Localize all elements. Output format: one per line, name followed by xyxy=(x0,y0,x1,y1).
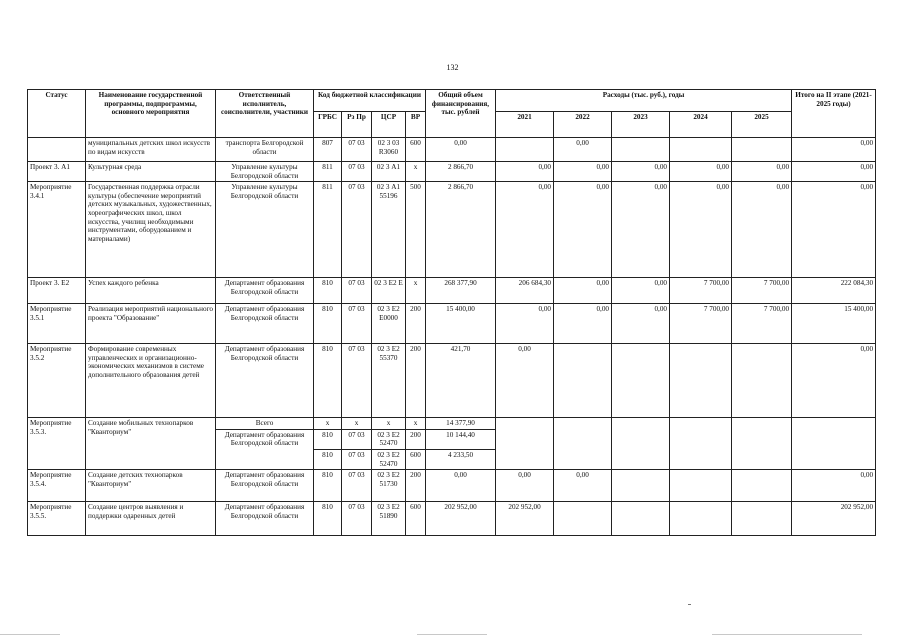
y2022-cell xyxy=(554,418,612,470)
grbs-cell: 807 xyxy=(314,138,342,162)
csr-cell: 02 3 А1 xyxy=(372,162,406,182)
rzpr-cell: 07 03 xyxy=(342,344,372,418)
budget-table xyxy=(27,89,876,536)
y2023-cell: 0,00 xyxy=(612,304,670,344)
total-cell: 0,00 xyxy=(426,138,496,162)
y2021-cell: 0,00 xyxy=(496,182,554,278)
y2023-cell xyxy=(612,138,670,162)
stage-total-cell: 0,00 xyxy=(792,344,876,418)
y2021-cell: 0,00 xyxy=(496,470,554,502)
y2022-cell: 0,00 xyxy=(554,138,612,162)
rzpr-cell: 07 03 xyxy=(342,449,372,469)
name-cell: Формирование современных управленческих и организационно-экономических механизмов в системе дополнительного образования детей xyxy=(86,344,216,418)
y2022-cell: 0,00 xyxy=(554,470,612,502)
y2023-cell: 0,00 xyxy=(612,162,670,182)
stage-total-cell: 0,00 xyxy=(792,138,876,162)
rzpr-cell: 07 03 xyxy=(342,138,372,162)
status-cell: Проект 3. А1 xyxy=(28,162,86,182)
y2022-cell: 0,00 xyxy=(554,162,612,182)
table-row xyxy=(28,278,876,304)
stage-total-cell: 0,00 xyxy=(792,182,876,278)
y2021-cell xyxy=(496,138,554,162)
total-cell: 2 866,70 xyxy=(426,182,496,278)
y2021-cell: 0,00 xyxy=(496,304,554,344)
scan-artifact-dot xyxy=(688,604,691,605)
header-2024: 2024 xyxy=(670,112,732,138)
name-cell: Государственная поддержка отрасли культуры (обеспечение мероприятий детских музыкальных, художественных, хореографических школ, школ искусства, училищ необходимыми инструментами, оборудованием и материалами) xyxy=(86,182,216,278)
y2021-cell: 202 952,00 xyxy=(496,502,554,536)
total-cell: 0,00 xyxy=(426,470,496,502)
rzpr-cell: 07 03 xyxy=(342,470,372,502)
csr-cell: 02 3 Е2 51890 xyxy=(372,502,406,536)
y2023-cell: 0,00 xyxy=(612,278,670,304)
scan-artifact-line xyxy=(417,634,487,635)
csr-cell: 02 3 Е2 Е0000 xyxy=(372,304,406,344)
grbs-cell: 810 xyxy=(314,278,342,304)
stage-total-cell: 202 952,00 xyxy=(792,502,876,536)
table-row xyxy=(28,344,876,418)
rzpr-cell: 07 03 xyxy=(342,278,372,304)
y2022-cell: 0,00 xyxy=(554,182,612,278)
y2023-cell: 0,00 xyxy=(612,182,670,278)
y2021-cell xyxy=(496,418,554,470)
y2025-cell: 7 700,00 xyxy=(732,304,792,344)
header-2023: 2023 xyxy=(612,112,670,138)
csr-cell: 02 3 Е2 51730 xyxy=(372,470,406,502)
total-cell: 2 866,70 xyxy=(426,162,496,182)
y2024-cell xyxy=(670,418,732,470)
stage-total-cell: 0,00 xyxy=(792,470,876,502)
status-cell: Мероприятие 3.5.2 xyxy=(28,344,86,418)
name-cell: Реализация мероприятий национального проекта "Образование" xyxy=(86,304,216,344)
csr-cell: 02 3 А1 55196 xyxy=(372,182,406,278)
responsible-cell: Департамент образования Белгородской области xyxy=(216,278,314,304)
vr-cell: х xyxy=(406,418,426,430)
y2023-cell xyxy=(612,470,670,502)
header-total: Общий объем финансирования, тыс. рублей xyxy=(426,90,496,138)
table-row xyxy=(28,182,876,278)
csr-cell: 02 3 Е2 52470 xyxy=(372,449,406,469)
name-cell: Создание центров выявления и поддержки одаренных детей xyxy=(86,502,216,536)
vr-cell: х xyxy=(406,278,426,304)
status-cell: Проект 3. Е2 xyxy=(28,278,86,304)
header-status: Статус xyxy=(28,90,86,138)
total-cell: 10 144,40 xyxy=(426,429,496,449)
grbs-cell: 810 xyxy=(314,502,342,536)
grbs-cell: 810 xyxy=(314,429,342,449)
name-cell: Успех каждого ребенка xyxy=(86,278,216,304)
header-rzpr: Рз Пр xyxy=(342,112,372,138)
page-number: 132 xyxy=(446,63,459,72)
grbs-cell: 811 xyxy=(314,182,342,278)
y2025-cell xyxy=(732,502,792,536)
header-responsible: Ответственный исполнитель, соисполнители, участники xyxy=(216,90,314,138)
y2022-cell: 0,00 xyxy=(554,278,612,304)
grbs-cell: х xyxy=(314,418,342,430)
stage-total-cell: 222 084,30 xyxy=(792,278,876,304)
total-cell: 15 400,00 xyxy=(426,304,496,344)
table-row xyxy=(28,304,876,344)
header-2022: 2022 xyxy=(554,112,612,138)
vr-cell: 500 xyxy=(406,182,426,278)
rzpr-cell: 07 03 xyxy=(342,502,372,536)
stage-total-cell xyxy=(792,418,876,470)
vr-cell: 600 xyxy=(406,449,426,469)
y2025-cell xyxy=(732,344,792,418)
y2023-cell xyxy=(612,502,670,536)
rzpr-cell: 07 03 xyxy=(342,304,372,344)
y2025-cell xyxy=(732,470,792,502)
responsible-cell: Управление культуры Белгородской области xyxy=(216,182,314,278)
header-csr: ЦСР xyxy=(372,112,406,138)
name-cell: Создание детских технопарков "Кванториум" xyxy=(86,470,216,502)
stage-total-cell: 15 400,00 xyxy=(792,304,876,344)
csr-cell: 02 3 Е2 55370 xyxy=(372,344,406,418)
responsible-cell: Департамент образования Белгородской области xyxy=(216,304,314,344)
vr-cell: 200 xyxy=(406,344,426,418)
status-cell: Мероприятие 3.5.4. xyxy=(28,470,86,502)
vr-cell: 600 xyxy=(406,138,426,162)
responsible-cell: Департамент образования Белгородской области xyxy=(216,470,314,502)
vr-cell: 600 xyxy=(406,502,426,536)
status-cell: Мероприятие 3.5.5. xyxy=(28,502,86,536)
y2024-cell: 0,00 xyxy=(670,162,732,182)
y2024-cell xyxy=(670,344,732,418)
header-2021: 2021 xyxy=(496,112,554,138)
name-cell: муниципальных детских школ искусств по видам искусств xyxy=(86,138,216,162)
y2025-cell: 0,00 xyxy=(732,162,792,182)
status-cell xyxy=(28,138,86,162)
status-cell: Мероприятие 3.5.1 xyxy=(28,304,86,344)
name-cell: Культурная среда xyxy=(86,162,216,182)
y2023-cell xyxy=(612,344,670,418)
csr-cell: 02 3 03 R3060 xyxy=(372,138,406,162)
csr-cell: 02 3 Е2 Е xyxy=(372,278,406,304)
stage-total-cell: 0,00 xyxy=(792,162,876,182)
vr-cell: х xyxy=(406,162,426,182)
y2024-cell: 7 700,00 xyxy=(670,304,732,344)
scan-artifact-line xyxy=(0,634,60,635)
header-budget-code: Код бюджетной классификации xyxy=(314,90,426,112)
grbs-cell: 811 xyxy=(314,162,342,182)
responsible-cell: Всего xyxy=(216,418,314,430)
y2022-cell xyxy=(554,502,612,536)
responsible-cell: Департамент образования Белгородской области xyxy=(216,429,314,469)
header-stage-total: Итого на II этапе (2021-2025 годы) xyxy=(792,90,876,138)
responsible-cell: Департамент образования Белгородской области xyxy=(216,344,314,418)
total-cell: 14 377,90 xyxy=(426,418,496,430)
table-row xyxy=(28,162,876,182)
name-cell: Создание мобильных технопарков "Кванториум" xyxy=(86,418,216,470)
rzpr-cell: 07 03 xyxy=(342,162,372,182)
grbs-cell: 810 xyxy=(314,449,342,469)
status-cell: Мероприятие 3.5.3. xyxy=(28,418,86,470)
y2023-cell xyxy=(612,418,670,470)
y2022-cell: 0,00 xyxy=(554,304,612,344)
vr-cell: 200 xyxy=(406,470,426,502)
grbs-cell: 810 xyxy=(314,470,342,502)
y2024-cell: 0,00 xyxy=(670,182,732,278)
y2025-cell xyxy=(732,418,792,470)
status-cell: Мероприятие 3.4.1 xyxy=(28,182,86,278)
y2021-cell: 206 684,30 xyxy=(496,278,554,304)
rzpr-cell: 07 03 xyxy=(342,182,372,278)
csr-cell: х xyxy=(372,418,406,430)
total-cell: 268 377,90 xyxy=(426,278,496,304)
csr-cell: 02 3 Е2 52470 xyxy=(372,429,406,449)
table-row xyxy=(28,418,876,430)
header-name: Наименование государственной программы, подпрограммы, основного мероприятия xyxy=(86,90,216,138)
rzpr-cell: 07 03 xyxy=(342,429,372,449)
total-cell: 202 952,00 xyxy=(426,502,496,536)
vr-cell: 200 xyxy=(406,429,426,449)
y2021-cell: 0,00 xyxy=(496,344,554,418)
table-row xyxy=(28,470,876,502)
total-cell: 421,70 xyxy=(426,344,496,418)
y2024-cell: 7 700,00 xyxy=(670,278,732,304)
vr-cell: 200 xyxy=(406,304,426,344)
header-2025: 2025 xyxy=(732,112,792,138)
header-grbs: ГРБС xyxy=(314,112,342,138)
scan-artifact-line xyxy=(712,634,862,635)
grbs-cell: 810 xyxy=(314,344,342,418)
y2024-cell xyxy=(670,470,732,502)
y2025-cell: 7 700,00 xyxy=(732,278,792,304)
grbs-cell: 810 xyxy=(314,304,342,344)
table-row xyxy=(28,138,876,162)
y2025-cell xyxy=(732,138,792,162)
y2024-cell xyxy=(670,502,732,536)
rzpr-cell: х xyxy=(342,418,372,430)
y2024-cell xyxy=(670,138,732,162)
header-vr: ВР xyxy=(406,112,426,138)
y2022-cell xyxy=(554,344,612,418)
responsible-cell: транспорта Белгородской области xyxy=(216,138,314,162)
header-expenses: Расходы (тыс. руб.), годы xyxy=(496,90,792,112)
total-cell: 4 233,50 xyxy=(426,449,496,469)
table-row xyxy=(28,502,876,536)
responsible-cell: Департамент образования Белгородской области xyxy=(216,502,314,536)
responsible-cell: Управление культуры Белгородской области xyxy=(216,162,314,182)
y2025-cell: 0,00 xyxy=(732,182,792,278)
y2021-cell: 0,00 xyxy=(496,162,554,182)
